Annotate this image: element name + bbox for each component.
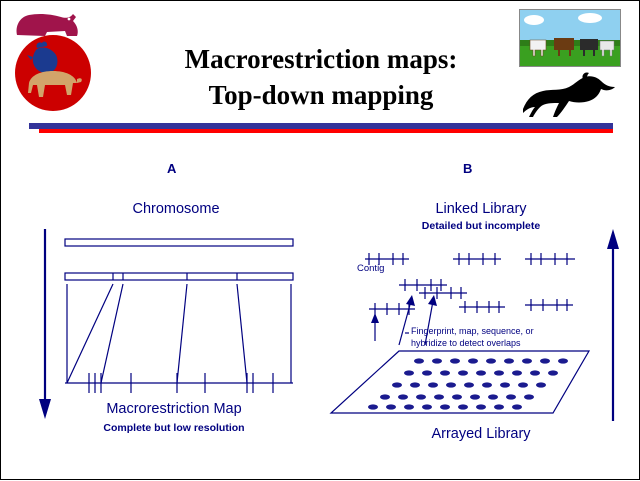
panel-b-arrow [607,229,619,421]
contig-group [399,279,467,299]
page-title [111,41,531,113]
animal-genome-medallion [7,5,99,115]
contig-label: Contig [357,263,385,274]
page-title-line1: Macrorestriction maps: [184,44,458,74]
arrayed-library-plate [331,351,589,413]
array-clone-dots [368,358,568,409]
pig-icon [17,14,78,36]
panel-b-footer: Arrayed Library [431,426,531,442]
macrorestriction-map-bar [65,373,293,393]
overlap-note-line1: Fingerprint, map, sequence, or [411,326,534,336]
panel-a-arrow [39,229,51,419]
header-rule-red [39,129,613,133]
panel-b-title-sub: Detailed but incomplete [421,220,541,232]
chromosome-bar-1 [65,239,293,246]
panel-letter-b: B [463,161,473,176]
chromosome-bar-2 [65,273,293,280]
slide-canvas [1,1,639,479]
panel-a-footer: Macrorestriction Map [106,401,242,417]
overlap-note-line2: hybridize to detect overlaps [411,338,521,348]
panel-b-title: Linked Library [435,201,527,217]
page-title-line2: Top-down mapping [208,80,434,110]
panel-a-title: Chromosome [132,201,220,217]
panel-a-footer-sub: Complete but low resolution [103,422,245,434]
clone-row-3 [369,299,573,315]
projection-lines [67,284,291,383]
horse-icon [517,69,621,121]
panel-letter-a: A [167,161,177,176]
cows-photo [519,9,621,67]
